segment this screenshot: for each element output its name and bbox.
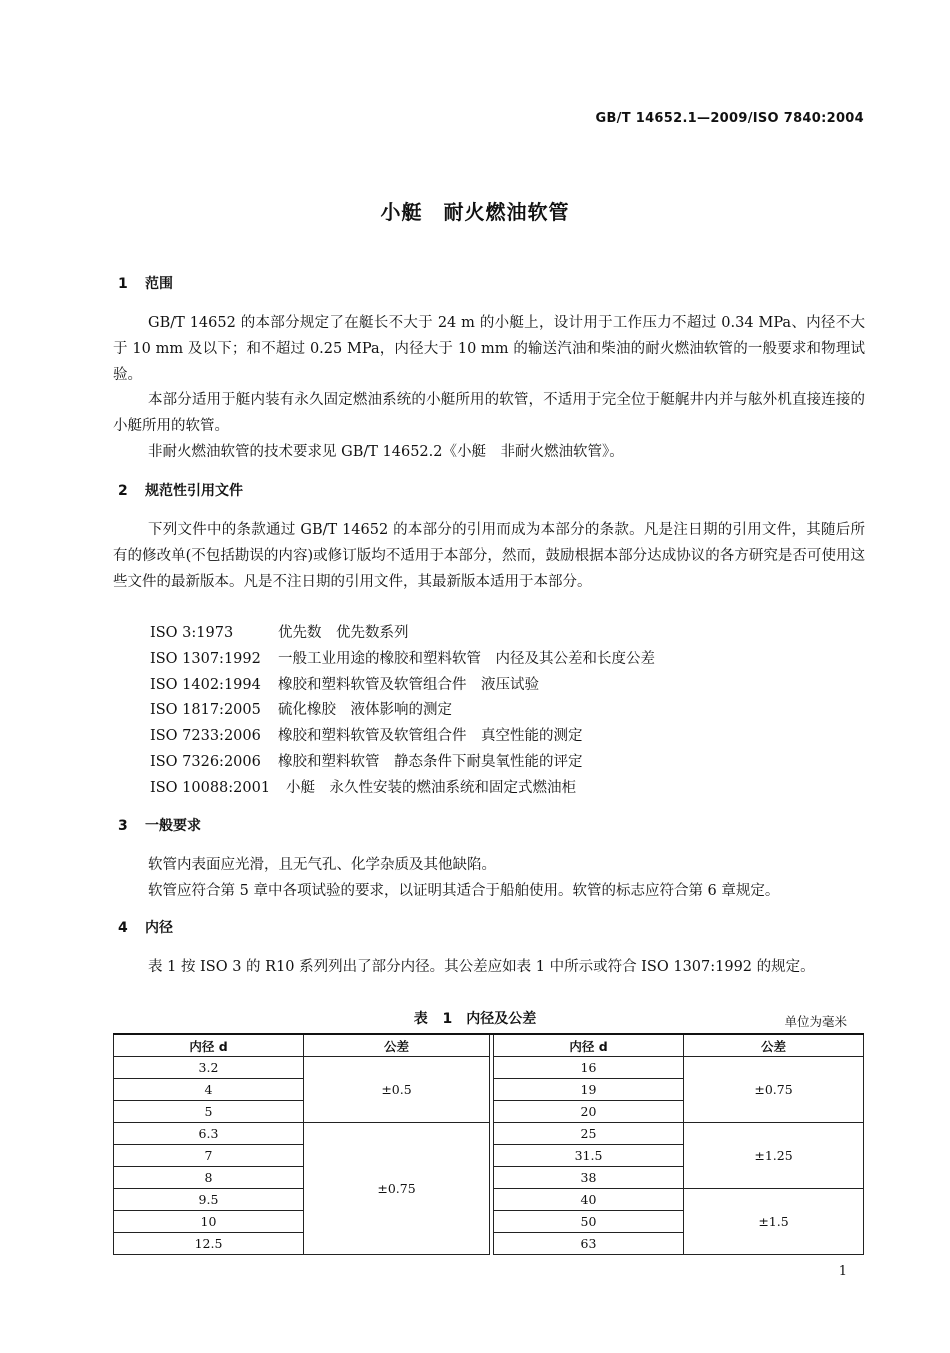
reference-item (150, 647, 655, 668)
reference-code: ISO 7326:2006 (150, 754, 261, 770)
section-4-heading (118, 917, 173, 937)
reference-code: ISO 1402:1994 (150, 677, 261, 693)
diameter-cell: 16 (494, 1057, 684, 1079)
section-1-heading (118, 273, 173, 293)
diameter-cell: 12.5 (114, 1233, 304, 1255)
column-header: 公差 (684, 1034, 864, 1057)
paragraph: 非耐火燃油软管的技术要求见 GB/T 14652.2《小艇 非耐火燃油软管》。 (148, 444, 624, 460)
reference-title: 橡胶和塑料软管及软管组合件 液压试验 (278, 677, 539, 693)
section-2-heading (118, 480, 243, 500)
table-caption: 表 1 内径及公差 (413, 1011, 537, 1027)
diameter-cell: 6.3 (114, 1123, 304, 1145)
section-title: 一般要求 (145, 818, 201, 834)
diameter-cell: 7 (114, 1145, 304, 1167)
table-row (114, 1057, 864, 1079)
section-title: 范围 (145, 276, 173, 292)
section-number: 3 (118, 818, 128, 834)
section-3-heading (118, 815, 201, 835)
reference-code: ISO 1817:2005 (150, 702, 261, 718)
reference-code: ISO 1307:1992 (150, 651, 261, 667)
column-header: 内径 d (114, 1034, 304, 1057)
section-number: 1 (118, 276, 128, 292)
reference-title: 橡胶和塑料软管 静态条件下耐臭氧性能的评定 (278, 754, 583, 770)
section-title: 内径 (145, 920, 173, 936)
reference-title: 一般工业用途的橡胶和塑料软管 内径及其公差和长度公差 (278, 651, 655, 667)
tolerance-cell: ±0.5 (304, 1057, 490, 1123)
column-header: 内径 d (494, 1034, 684, 1057)
reference-item (150, 776, 576, 797)
diameter-cell: 25 (494, 1123, 684, 1145)
diameter-tolerance-table (113, 1033, 864, 1255)
table-unit: 单位为毫米 (784, 1014, 847, 1029)
reference-title: 硫化橡胶 液体影响的测定 (278, 702, 452, 718)
diameter-cell: 38 (494, 1167, 684, 1189)
diameter-cell: 31.5 (494, 1145, 684, 1167)
reference-item (150, 724, 583, 745)
reference-item (150, 673, 539, 694)
reference-title: 小艇 永久性安装的燃油系统和固定式燃油柜 (286, 780, 576, 796)
section-number: 4 (118, 920, 128, 936)
reference-item (150, 621, 409, 642)
tolerance-cell: ±1.25 (684, 1123, 864, 1189)
tolerance-cell: ±0.75 (304, 1123, 490, 1255)
diameter-cell: 8 (114, 1167, 304, 1189)
reference-title: 橡胶和塑料软管及软管组合件 真空性能的测定 (278, 728, 583, 744)
section-title: 规范性引用文件 (145, 483, 243, 499)
diameter-cell: 4 (114, 1079, 304, 1101)
diameter-cell: 9.5 (114, 1189, 304, 1211)
reference-item (150, 750, 583, 771)
diameter-cell: 63 (494, 1233, 684, 1255)
paragraph: 软管应符合第 5 章中各项试验的要求，以证明其适合于船舶使用。软管的标志应符合第 6 章规定。 (148, 883, 780, 899)
paragraph: 软管内表面应光滑，且无气孔、化学杂质及其他缺陷。 (148, 857, 496, 873)
standard-code: GB/T 14652.1—2009/ISO 7840:2004 (595, 111, 864, 126)
diameter-cell: 20 (494, 1101, 684, 1123)
table-header-row (114, 1034, 864, 1057)
diameter-cell: 5 (114, 1101, 304, 1123)
diameter-cell: 50 (494, 1211, 684, 1233)
column-header: 公差 (304, 1034, 490, 1057)
diameter-cell: 19 (494, 1079, 684, 1101)
section-number: 2 (118, 483, 128, 499)
diameter-cell: 3.2 (114, 1057, 304, 1079)
reference-code: ISO 3:1973 (150, 625, 234, 641)
reference-code: ISO 7233:2006 (150, 728, 261, 744)
tolerance-cell: ±0.75 (684, 1057, 864, 1123)
document-title: 小艇 耐火燃油软管 (380, 200, 570, 224)
paragraph: 表 1 按 ISO 3 的 R10 系列列出了部分内径。其公差应如表 1 中所示或符合 ISO 1307:1992 的规定。 (148, 959, 815, 975)
reference-title: 优先数 优先数系列 (278, 625, 409, 641)
diameter-cell: 40 (494, 1189, 684, 1211)
tolerance-cell: ±1.5 (684, 1189, 864, 1255)
reference-code: ISO 10088:2001 (150, 780, 271, 796)
reference-item (150, 698, 452, 719)
diameter-cell: 10 (114, 1211, 304, 1233)
paragraph: 下列文件中的条款通过 GB/T 14652 的本部分的引用而成为本部分的条款。凡是注日期的引用文件，其随后所有的修改单(不包括勘误的内容)或修订版均不适用于本部分，然而，鼓励根据本部分达成协议的各方研究是否可使用这些文件的最新版本。凡是不注日期的引用文件，其最新版本适用于本部分。 (113, 522, 865, 590)
paragraph: 本部分适用于艇内装有永久固定燃油系统的小艇所用的软管，不适用于完全位于艇艉井内并与舷外机直接连接的小艇所用的软管。 (113, 392, 865, 434)
paragraph: GB/T 14652 的本部分规定了在艇长不大于 24 m 的小艇上，设计用于工作压力不超过 0.34 MPa、内径不大于 10 mm 及以下；和不超过 0.25 MPa，内径大于 10 mm 的输送汽油和柴油的耐火燃油软管的一般要求和物理试验。 (113, 315, 865, 383)
table-row (114, 1123, 864, 1145)
page-number: 1 (838, 1264, 847, 1279)
